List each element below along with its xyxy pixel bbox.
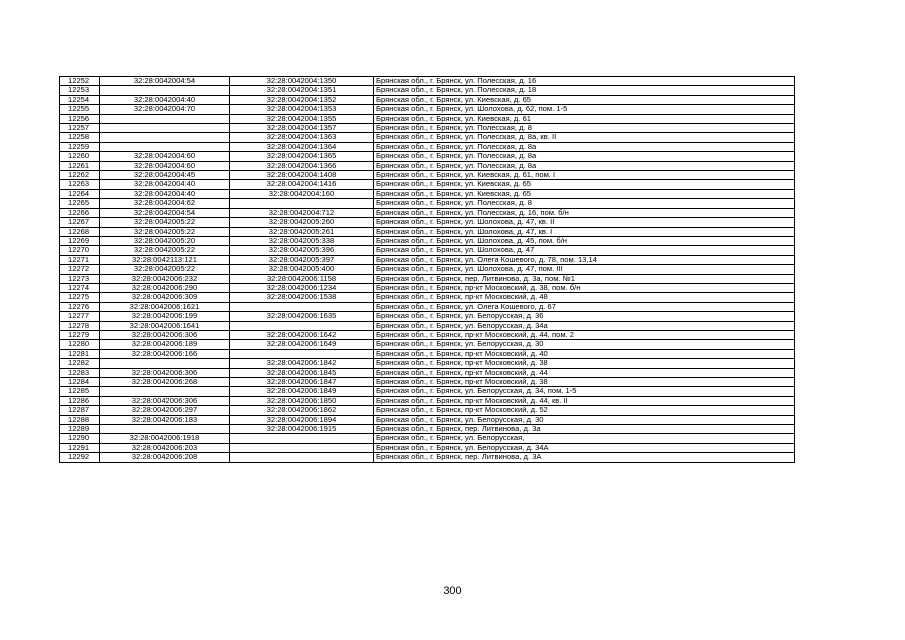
address-cell: Брянская обл., г. Брянск, ул. Белорусская, д. 36 <box>374 312 795 321</box>
table-row <box>60 387 795 396</box>
table-row <box>60 265 795 274</box>
object-cadastral-number-cell: 32:28:0042004:1408 <box>230 171 374 180</box>
row-number-cell: 12285 <box>60 387 100 396</box>
object-cadastral-number-cell <box>230 443 374 452</box>
object-cadastral-number-cell: 32:28:0042005:400 <box>230 265 374 274</box>
land-cadastral-number-cell: 32:28:0042004:54 <box>100 77 230 86</box>
table-row <box>60 161 795 170</box>
object-cadastral-number-cell: 32:28:0042004:1357 <box>230 124 374 133</box>
address-cell: Брянская обл., г. Брянск, ул. Полесская, д. 8а <box>374 161 795 170</box>
address-cell: Брянская обл., г. Брянск, ул. Белорусская, д. 34, пом. 1-5 <box>374 387 795 396</box>
land-cadastral-number-cell: 32:28:0042006:203 <box>100 443 230 452</box>
row-number-cell: 12280 <box>60 340 100 349</box>
address-cell: Брянская обл., г. Брянск, ул. Шолохова, д. 47, кв. I <box>374 227 795 236</box>
table-row <box>60 330 795 339</box>
row-number-cell: 12287 <box>60 406 100 415</box>
row-number-cell: 12258 <box>60 133 100 142</box>
address-cell: Брянская обл., г. Брянск, ул. Полесская, д. 8а <box>374 142 795 151</box>
table-row <box>60 340 795 349</box>
table-row <box>60 105 795 114</box>
address-cell: Брянская обл., г. Брянск, ул. Шолохова, д. 47 <box>374 246 795 255</box>
address-cell: Брянская обл., г. Брянск, пр-кт Московский, д. 44, пом. 2 <box>374 330 795 339</box>
object-cadastral-number-cell: 32:28:0042006:1847 <box>230 378 374 387</box>
table-row <box>60 406 795 415</box>
table-row <box>60 133 795 142</box>
row-number-cell: 12272 <box>60 265 100 274</box>
object-cadastral-number-cell: 32:28:0042004:1350 <box>230 77 374 86</box>
address-cell: Брянская обл., г. Брянск, пер. Литвинова, д. 3а <box>374 425 795 434</box>
row-number-cell: 12265 <box>60 199 100 208</box>
table-row <box>60 124 795 133</box>
address-cell: Брянская обл., г. Брянск, ул. Полесская, д. 8а, кв. II <box>374 133 795 142</box>
object-cadastral-number-cell: 32:28:0042006:1894 <box>230 415 374 424</box>
table-row <box>60 171 795 180</box>
object-cadastral-number-cell: 32:28:0042006:1234 <box>230 283 374 292</box>
land-cadastral-number-cell: 32:28:0042006:1621 <box>100 302 230 311</box>
land-cadastral-number-cell: 32:28:0042005:22 <box>100 265 230 274</box>
address-cell: Брянская обл., г. Брянск, пер. Литвинова, д. 3А <box>374 453 795 462</box>
land-cadastral-number-cell <box>100 425 230 434</box>
address-cell: Брянская обл., г. Брянск, пр-кт Московский, д. 52 <box>374 406 795 415</box>
row-number-cell: 12284 <box>60 378 100 387</box>
land-cadastral-number-cell: 32:28:0042005:22 <box>100 218 230 227</box>
registry-table <box>59 76 795 463</box>
row-number-cell: 12282 <box>60 359 100 368</box>
object-cadastral-number-cell: 32:28:0042006:1649 <box>230 340 374 349</box>
table-row <box>60 349 795 358</box>
address-cell: Брянская обл., г. Брянск, ул. Киевская, д. 65 <box>374 189 795 198</box>
land-cadastral-number-cell: 32:28:0042004:54 <box>100 208 230 217</box>
address-cell: Брянская обл., г. Брянск, ул. Полесская, д. 16, пом. б/н <box>374 208 795 217</box>
object-cadastral-number-cell: 32:28:0042005:260 <box>230 218 374 227</box>
address-cell: Брянская обл., г. Брянск, ул. Полесская, д. 8 <box>374 124 795 133</box>
address-cell: Брянская обл., г. Брянск, ул. Белорусская, д. 34А <box>374 443 795 452</box>
row-number-cell: 12276 <box>60 302 100 311</box>
row-number-cell: 12281 <box>60 349 100 358</box>
table-row <box>60 368 795 377</box>
object-cadastral-number-cell <box>230 302 374 311</box>
row-number-cell: 12256 <box>60 114 100 123</box>
table-row <box>60 302 795 311</box>
land-cadastral-number-cell: 32:28:0042113:121 <box>100 255 230 264</box>
land-cadastral-number-cell: 32:28:0042006:309 <box>100 293 230 302</box>
land-cadastral-number-cell: 32:28:0042005:22 <box>100 227 230 236</box>
row-number-cell: 12263 <box>60 180 100 189</box>
land-cadastral-number-cell: 32:28:0042006:306 <box>100 396 230 405</box>
row-number-cell: 12278 <box>60 321 100 330</box>
table-row <box>60 396 795 405</box>
land-cadastral-number-cell: 32:28:0042006:189 <box>100 340 230 349</box>
table-row <box>60 180 795 189</box>
object-cadastral-number-cell: 32:28:0042006:1845 <box>230 368 374 377</box>
row-number-cell: 12291 <box>60 443 100 452</box>
object-cadastral-number-cell: 32:28:0042005:397 <box>230 255 374 264</box>
object-cadastral-number-cell <box>230 321 374 330</box>
land-cadastral-number-cell: 32:28:0042006:232 <box>100 274 230 283</box>
row-number-cell: 12290 <box>60 434 100 443</box>
land-cadastral-number-cell <box>100 86 230 95</box>
object-cadastral-number-cell <box>230 199 374 208</box>
land-cadastral-number-cell <box>100 114 230 123</box>
table-row <box>60 274 795 283</box>
address-cell: Брянская обл., г. Брянск, ул. Белорусская, <box>374 434 795 443</box>
land-cadastral-number-cell <box>100 142 230 151</box>
land-cadastral-number-cell: 32:28:0042006:306 <box>100 330 230 339</box>
row-number-cell: 12286 <box>60 396 100 405</box>
address-cell: Брянская обл., г. Брянск, ул. Полесская, д. 18 <box>374 86 795 95</box>
object-cadastral-number-cell <box>230 453 374 462</box>
row-number-cell: 12277 <box>60 312 100 321</box>
object-cadastral-number-cell <box>230 349 374 358</box>
address-cell: Брянская обл., г. Брянск, ул. Белорусская, д. 30 <box>374 415 795 424</box>
land-cadastral-number-cell: 32:28:0042006:1641 <box>100 321 230 330</box>
table-row <box>60 199 795 208</box>
address-cell: Брянская обл., г. Брянск, ул. Олега Кошевого, д. 67 <box>374 302 795 311</box>
row-number-cell: 12289 <box>60 425 100 434</box>
address-cell: Брянская обл., г. Брянск, ул. Киевская, д. 61, пом. I <box>374 171 795 180</box>
address-cell: Брянская обл., г. Брянск, ул. Олега Кошевого, д. 78, пом. 13,14 <box>374 255 795 264</box>
object-cadastral-number-cell: 32:28:0042004:1364 <box>230 142 374 151</box>
table-row <box>60 114 795 123</box>
land-cadastral-number-cell <box>100 387 230 396</box>
land-cadastral-number-cell: 32:28:0042006:268 <box>100 378 230 387</box>
address-cell: Брянская обл., г. Брянск, пр-кт Московский, д. 48 <box>374 293 795 302</box>
land-cadastral-number-cell: 32:28:0042006:208 <box>100 453 230 462</box>
land-cadastral-number-cell: 32:28:0042004:45 <box>100 171 230 180</box>
land-cadastral-number-cell: 32:28:0042006:1918 <box>100 434 230 443</box>
land-cadastral-number-cell <box>100 124 230 133</box>
object-cadastral-number-cell: 32:28:0042005:338 <box>230 236 374 245</box>
address-cell: Брянская обл., г. Брянск, ул. Шолохова, д. 45, пом. б/н <box>374 236 795 245</box>
address-cell: Брянская обл., г. Брянск, ул. Белорусская, д. 30 <box>374 340 795 349</box>
object-cadastral-number-cell: 32:28:0042004:712 <box>230 208 374 217</box>
row-number-cell: 12259 <box>60 142 100 151</box>
row-number-cell: 12253 <box>60 86 100 95</box>
object-cadastral-number-cell: 32:28:0042006:1158 <box>230 274 374 283</box>
row-number-cell: 12257 <box>60 124 100 133</box>
address-cell: Брянская обл., г. Брянск, пр-кт Московский, д. 44 <box>374 368 795 377</box>
land-cadastral-number-cell: 32:28:0042006:183 <box>100 415 230 424</box>
row-number-cell: 12271 <box>60 255 100 264</box>
address-cell: Брянская обл., г. Брянск, ул. Полесская, д. 8а <box>374 152 795 161</box>
land-cadastral-number-cell: 32:28:0042004:60 <box>100 161 230 170</box>
table-row <box>60 142 795 151</box>
address-cell: Брянская обл., г. Брянск, ул. Белорусская, д. 34а <box>374 321 795 330</box>
object-cadastral-number-cell: 32:28:0042006:1862 <box>230 406 374 415</box>
page-number: 300 <box>443 585 462 597</box>
object-cadastral-number-cell: 32:28:0042006:1842 <box>230 359 374 368</box>
address-cell: Брянская обл., г. Брянск, ул. Шолохова, д. 62, пом. 1-5 <box>374 105 795 114</box>
land-cadastral-number-cell: 32:28:0042006:199 <box>100 312 230 321</box>
land-cadastral-number-cell: 32:28:0042006:290 <box>100 283 230 292</box>
table-row <box>60 77 795 86</box>
table-row <box>60 218 795 227</box>
land-cadastral-number-cell: 32:28:0042004:40 <box>100 180 230 189</box>
table-row <box>60 208 795 217</box>
object-cadastral-number-cell: 32:28:0042006:1849 <box>230 387 374 396</box>
object-cadastral-number-cell: 32:28:0042006:1850 <box>230 396 374 405</box>
address-cell: Брянская обл., г. Брянск, ул. Киевская, д. 65 <box>374 180 795 189</box>
object-cadastral-number-cell: 32:28:0042006:1915 <box>230 425 374 434</box>
table-row <box>60 378 795 387</box>
table-row <box>60 95 795 104</box>
land-cadastral-number-cell: 32:28:0042006:166 <box>100 349 230 358</box>
object-cadastral-number-cell: 32:28:0042004:1365 <box>230 152 374 161</box>
object-cadastral-number-cell: 32:28:0042004:1352 <box>230 95 374 104</box>
table-row <box>60 255 795 264</box>
table-row <box>60 236 795 245</box>
object-cadastral-number-cell: 32:28:0042006:1538 <box>230 293 374 302</box>
object-cadastral-number-cell: 32:28:0042004:160 <box>230 189 374 198</box>
address-cell: Брянская обл., г. Брянск, ул. Киевская, д. 65 <box>374 95 795 104</box>
row-number-cell: 12252 <box>60 77 100 86</box>
land-cadastral-number-cell: 32:28:0042004:40 <box>100 95 230 104</box>
object-cadastral-number-cell <box>230 434 374 443</box>
row-number-cell: 12262 <box>60 171 100 180</box>
object-cadastral-number-cell: 32:28:0042004:1363 <box>230 133 374 142</box>
row-number-cell: 12254 <box>60 95 100 104</box>
table-row <box>60 415 795 424</box>
table-row <box>60 227 795 236</box>
address-cell: Брянская обл., г. Брянск, ул. Шолохова, д. 47, пом. III <box>374 265 795 274</box>
row-number-cell: 12261 <box>60 161 100 170</box>
land-cadastral-number-cell: 32:28:0042006:297 <box>100 406 230 415</box>
registry-table-body <box>60 77 795 463</box>
row-number-cell: 12273 <box>60 274 100 283</box>
table-row <box>60 443 795 452</box>
row-number-cell: 12279 <box>60 330 100 339</box>
row-number-cell: 12275 <box>60 293 100 302</box>
object-cadastral-number-cell: 32:28:0042006:1635 <box>230 312 374 321</box>
row-number-cell: 12269 <box>60 236 100 245</box>
object-cadastral-number-cell: 32:28:0042004:1416 <box>230 180 374 189</box>
object-cadastral-number-cell: 32:28:0042004:1351 <box>230 86 374 95</box>
row-number-cell: 12288 <box>60 415 100 424</box>
table-row <box>60 453 795 462</box>
row-number-cell: 12260 <box>60 152 100 161</box>
address-cell: Брянская обл., г. Брянск, пр-кт Московский, д. 38 <box>374 359 795 368</box>
row-number-cell: 12255 <box>60 105 100 114</box>
land-cadastral-number-cell: 32:28:0042004:70 <box>100 105 230 114</box>
address-cell: Брянская обл., г. Брянск, ул. Полесская, д. 8 <box>374 199 795 208</box>
address-cell: Брянская обл., г. Брянск, пр-кт Московский, д. 38, пом. б/н <box>374 283 795 292</box>
land-cadastral-number-cell: 32:28:0042004:62 <box>100 199 230 208</box>
table-row <box>60 293 795 302</box>
table-row <box>60 359 795 368</box>
object-cadastral-number-cell: 32:28:0042004:1355 <box>230 114 374 123</box>
object-cadastral-number-cell: 32:28:0042004:1366 <box>230 161 374 170</box>
land-cadastral-number-cell <box>100 359 230 368</box>
land-cadastral-number-cell: 32:28:0042004:60 <box>100 152 230 161</box>
row-number-cell: 12264 <box>60 189 100 198</box>
table-row <box>60 246 795 255</box>
address-cell: Брянская обл., г. Брянск, пр-кт Московский, д. 38 <box>374 378 795 387</box>
table-row <box>60 434 795 443</box>
address-cell: Брянская обл., г. Брянск, ул. Полесская, д. 16 <box>374 77 795 86</box>
address-cell: Брянская обл., г. Брянск, ул. Шолохова, д. 47, кв. II <box>374 218 795 227</box>
table-row <box>60 152 795 161</box>
row-number-cell: 12283 <box>60 368 100 377</box>
row-number-cell: 12268 <box>60 227 100 236</box>
table-row <box>60 283 795 292</box>
table-row <box>60 189 795 198</box>
table-row <box>60 86 795 95</box>
address-cell: Брянская обл., г. Брянск, пер. Литвинова, д. 3а, пом. №1 <box>374 274 795 283</box>
land-cadastral-number-cell: 32:28:0042006:306 <box>100 368 230 377</box>
row-number-cell: 12270 <box>60 246 100 255</box>
table-row <box>60 312 795 321</box>
row-number-cell: 12266 <box>60 208 100 217</box>
object-cadastral-number-cell: 32:28:0042005:261 <box>230 227 374 236</box>
row-number-cell: 12274 <box>60 283 100 292</box>
row-number-cell: 12267 <box>60 218 100 227</box>
table-row <box>60 425 795 434</box>
address-cell: Брянская обл., г. Брянск, пр-кт Московский, д. 40 <box>374 349 795 358</box>
address-cell: Брянская обл., г. Брянск, пр-кт Московский, д. 44, кв. II <box>374 396 795 405</box>
row-number-cell: 12292 <box>60 453 100 462</box>
object-cadastral-number-cell: 32:28:0042004:1353 <box>230 105 374 114</box>
land-cadastral-number-cell <box>100 133 230 142</box>
object-cadastral-number-cell: 32:28:0042005:396 <box>230 246 374 255</box>
table-row <box>60 321 795 330</box>
land-cadastral-number-cell: 32:28:0042004:40 <box>100 189 230 198</box>
object-cadastral-number-cell: 32:28:0042006:1642 <box>230 330 374 339</box>
address-cell: Брянская обл., г. Брянск, ул. Киевская, д. 61 <box>374 114 795 123</box>
land-cadastral-number-cell: 32:28:0042005:20 <box>100 236 230 245</box>
land-cadastral-number-cell: 32:28:0042005:22 <box>100 246 230 255</box>
